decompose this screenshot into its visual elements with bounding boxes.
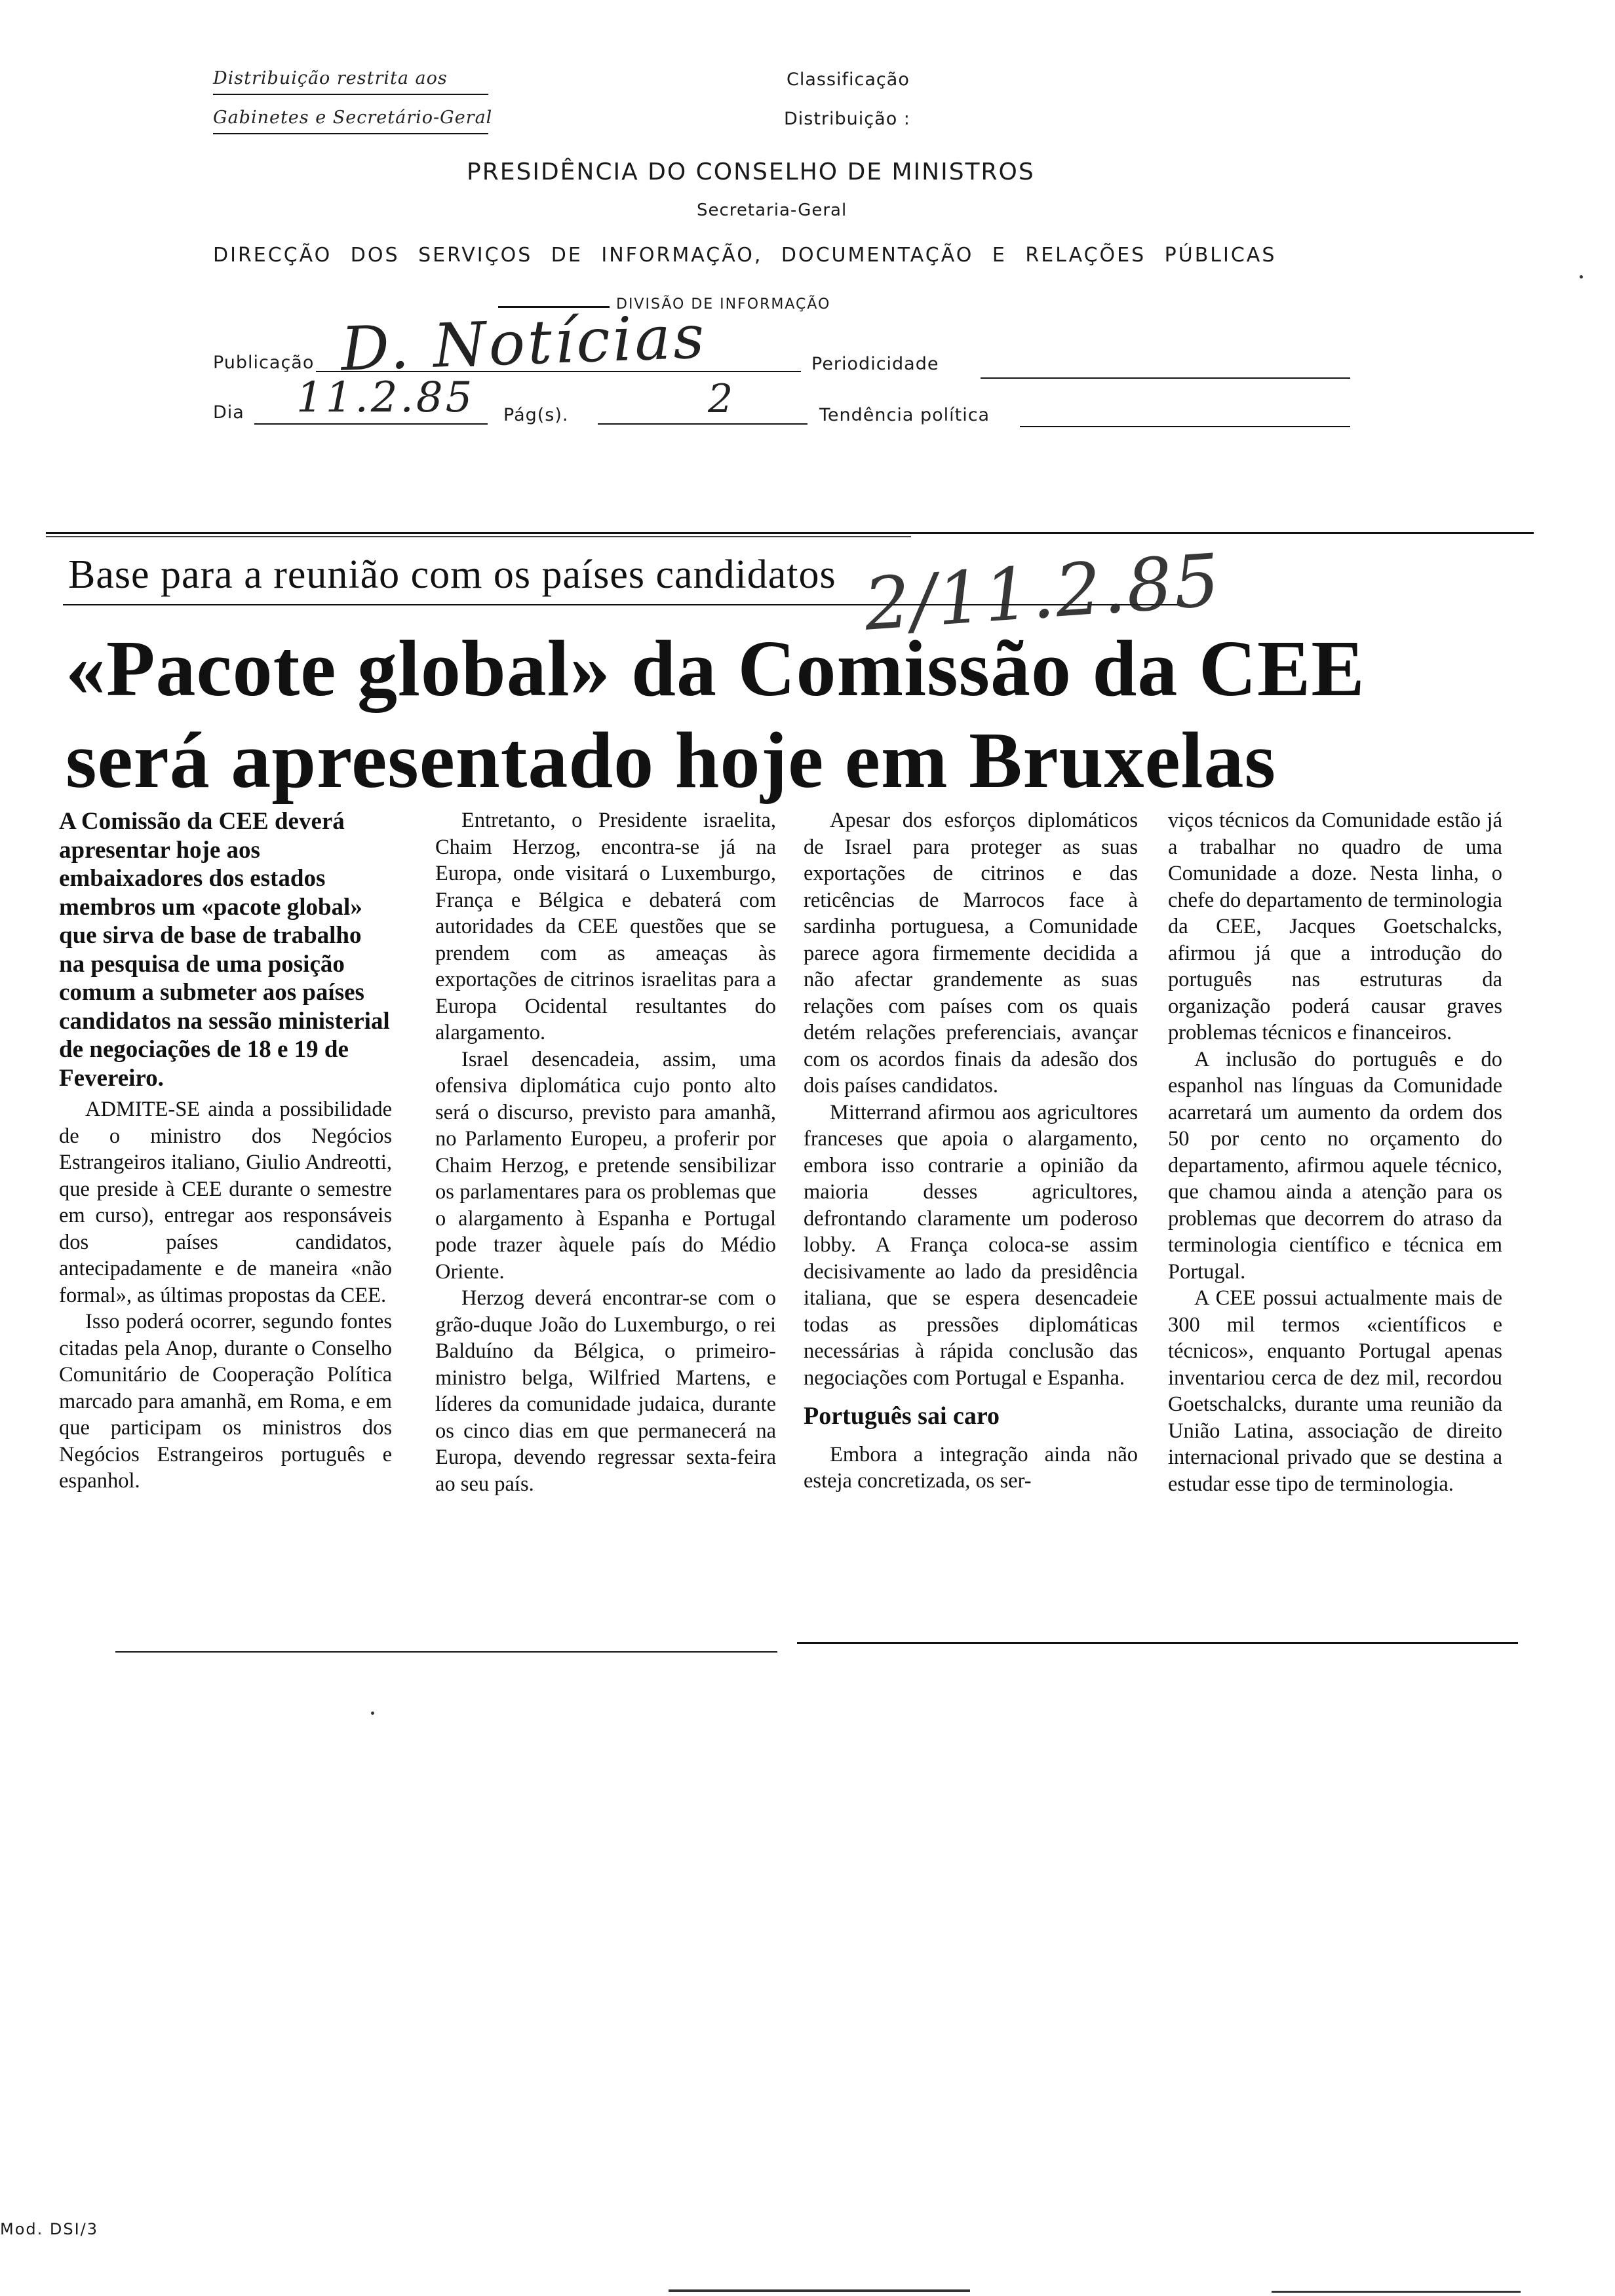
periodicity-field-line xyxy=(981,377,1350,379)
col1-paragraph: ADMITE-SE ainda a possibilidade de o ministro dos Negócios Estrangeiros italiano, Giulio Andreotti, que preside à CEE durante o semestre em curso), entregar aos responsáveis dos países candidatos, antecipadamente e de maneira «não formal», as últimas propostas da CEE. xyxy=(59,1098,392,1307)
col3-paragraph: Apesar dos esforços diplomáticos de Israel para proteger as suas exportações de citrinos e das reticências de Marrocos face à sardinha portuguesa, a Comunidade parece agora firmemente decidida a não afectar grandemente as suas relações com países com os quais detém relações preferenciais, avançar com os acordos finais da adesão dos dois países candidatos. xyxy=(804,809,1138,1098)
classification-label: Classificação xyxy=(787,69,910,90)
publication-label: Publicação xyxy=(213,353,315,373)
day-value: 11.2.85 xyxy=(296,373,475,422)
political-tendency-field-line xyxy=(1020,426,1350,427)
periodicity-label: Periodicidade xyxy=(811,354,939,374)
article-top-rule xyxy=(46,532,1534,534)
col4-paragraph: A CEE possui actualmente mais de 300 mil termos «científicos e técnicos», enquanto Portugal apenas inventariou cerca de dez mil, recordou Goetschalcks, durante uma reunião da União Latina, associação de direito internacional privado que se destina a estudar esse tipo de terminologia. xyxy=(1168,1286,1502,1496)
col1-paragraph: Isso poderá ocorrer, segundo fontes citadas pela Anop, durante o Conselho Comunitário de Cooperação Política marcado para amanhã, em Roma, e em que participam os ministros dos Negócios Estrangeiros português e espanhol. xyxy=(59,1310,392,1493)
col4-paragraph: A inclusão do português e do espanhol nas línguas da Comunidade acarretará um aumento da ordem dos 50 por cento no orçamento do departamento, afirmou aquele técnico, que chamou ainda a atenção para os problemas que decorrem do atraso da terminologia científico e técnica em Portugal. xyxy=(1168,1047,1502,1284)
article-column-3 xyxy=(804,807,1138,1495)
col2-paragraph: Herzog deverá encontrar-se com o grão-duque João do Luxemburgo, o rei Balduíno da Bélgica, o primeiro-ministro belga, Wilfried Martens, e líderes da comunidade judaica, durante os cinco dias em que permanecerá na Europa, devendo regressar sexta-feira ao seu país. xyxy=(435,1286,776,1496)
pages-label: Pág(s). xyxy=(503,405,569,425)
article-lead xyxy=(59,807,392,1092)
col2-paragraph: Israel desencadeia, assim, uma ofensiva diplomática cujo ponto alto será o discurso, previsto para amanhã, no Parlamento Europeu, a proferir por Chaim Herzog, e pretende sensibilizar os parlamentares para os problemas que o alargamento à Espanha e Portugal pode trazer àquele país do Médio Oriente. xyxy=(435,1047,776,1284)
distribution-underline-1 xyxy=(213,94,488,95)
pages-field-line xyxy=(598,423,808,425)
scan-speck xyxy=(1272,2291,1521,2293)
handwritten-annotation: 2/11.2.85 xyxy=(861,538,1224,647)
article-column-4 xyxy=(1168,807,1502,1497)
col2-paragraph: Entretanto, o Presidente israelita, Chaim Herzog, encontra-se já na Europa, onde visitará o Luxemburgo, França e Bélgica e debaterá com autoridades da CEE questões que se prendem com as ameaças às exportações de citrinos israelitas para a Europa Ocidental resultantes do alargamento. xyxy=(435,809,776,1044)
article-kicker: Base para a reunião com os países candidatos xyxy=(68,552,836,597)
article-bottom-rule-left xyxy=(115,1651,777,1653)
organization-title: PRESIDÊNCIA DO CONSELHO DE MINISTROS xyxy=(467,159,1035,185)
publication-value: D. Notícias xyxy=(340,301,708,385)
scan-speck xyxy=(1580,275,1583,278)
article-headline-line1: «Pacote global» da Comissão da CEE xyxy=(66,624,1365,713)
day-field-line xyxy=(254,423,488,425)
article-top-rule-2 xyxy=(46,536,911,537)
article-column-2 xyxy=(435,807,776,1497)
political-tendency-label: Tendência política xyxy=(819,405,990,425)
distribution-restriction-line1: Distribuição restrita aos xyxy=(213,68,448,88)
distribution-underline-2 xyxy=(213,133,488,134)
article-subhead: Português sai caro xyxy=(804,1402,1000,1430)
form-code: Mod. DSI/3 xyxy=(0,2220,99,2238)
scan-speck xyxy=(371,1712,374,1715)
col3-paragraph: Embora a integração ainda não esteja concretizada, os ser- xyxy=(804,1442,1138,1493)
secretariat-title: Secretaria-Geral xyxy=(697,201,847,220)
division-title: DIVISÃO DE INFORMAÇÃO xyxy=(616,296,831,313)
article-bottom-rule-right xyxy=(797,1642,1518,1644)
pages-value: 2 xyxy=(708,376,733,422)
distribution-restriction-line2: Gabinetes e Secretário-Geral xyxy=(213,107,493,128)
day-label: Dia xyxy=(213,402,244,423)
col4-paragraph: viços técnicos da Comunidade estão já a trabalhar no quadro de uma Comunidade a doze. Nesta linha, o chefe do departamento de terminologia da CEE, Jacques Goetschalcks, afirmou já que a introdução do português nas estruturas da organização poderá causar graves problemas técnicos e financeiros. xyxy=(1168,809,1502,1044)
article-column-1 xyxy=(59,807,392,1495)
col3-paragraph: Mitterrand afirmou aos agricultores franceses que apoia o alargamento, embora isso contrarie a opinião da maioria desses agricultores, defrontando claramente um poderoso lobby. A França coloca-se assim decisivamente ao lado da presidência italiana, que se espera desencadeie todas as pressões diplomáticas necessárias à rápida conclusão das negociações com Portugal e Espanha. xyxy=(804,1100,1138,1390)
directorate-title: DIRECÇÃO DOS SERVIÇOS DE INFORMAÇÃO, DOCUMENTAÇÃO E RELAÇÕES PÚBLICAS xyxy=(213,244,1277,267)
scan-speck xyxy=(669,2289,970,2292)
lead-paragraph: A Comissão da CEE deverá apresentar hoje aos embaixadores dos estados membros um «pacote global» que sirva de base de trabalho na pesquisa de uma posição comum a submeter aos países candidatos na sessão ministerial de negociações de 18 e 19 de Fevereiro. xyxy=(59,808,390,1092)
article-headline-line2: será apresentado hoje em Bruxelas xyxy=(66,716,1276,805)
distribution-label: Distribuição : xyxy=(784,109,910,129)
